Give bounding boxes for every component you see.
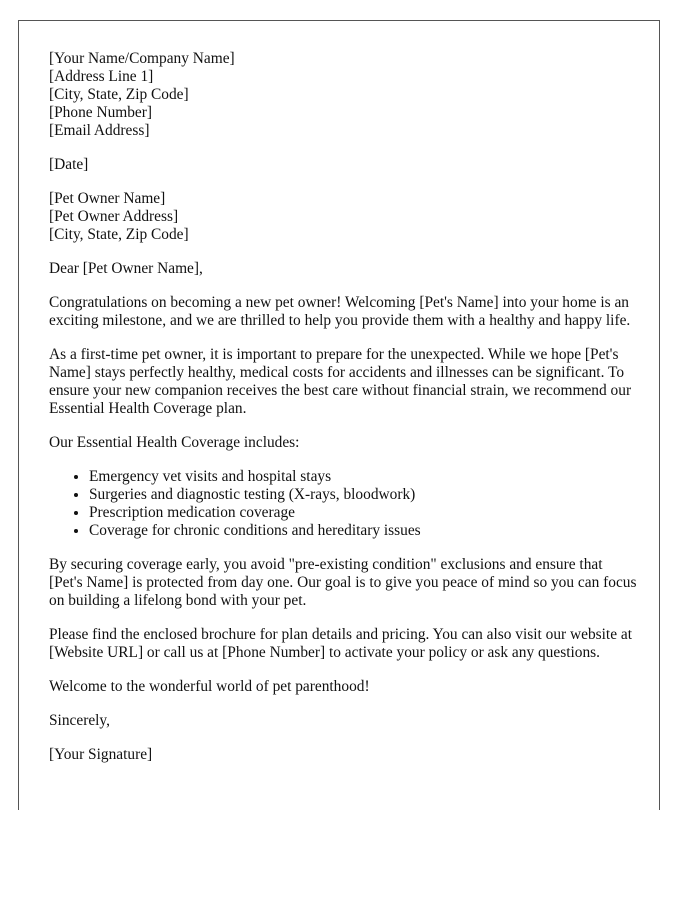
sender-phone: [Phone Number]	[49, 104, 153, 121]
list-item: • Surgeries and diagnostic testing (X-rays, bloodwork)	[89, 486, 639, 504]
sender-name: [Your Name/Company Name]	[49, 50, 235, 67]
letter-page	[18, 20, 660, 810]
recipient-address	[49, 190, 639, 244]
signoff: Sincerely,	[49, 712, 110, 729]
salutation: Dear [Pet Owner Name],	[49, 260, 203, 277]
risk-paragraph: As a first-time pet owner, it is important to prepare for the unexpected. While we hope [Pet's Name] stays perfectly healthy, medical costs for accidents and illnesses can be significant. To ensure your new companion receives the best care without financial strain, we recommend our Essential Health Coverage plan.	[49, 346, 632, 417]
coverage-list	[49, 468, 639, 540]
welcome-paragraph: Welcome to the wonderful world of pet parenthood!	[49, 678, 370, 695]
early-coverage-paragraph: By securing coverage early, you avoid "pre-existing condition" exclusions and ensure that [Pet's Name] is protected from day one. Our goal is to give you peace of mind so you can focus on building a lifelong bond with your pet.	[49, 556, 637, 609]
recipient-address-line: [Pet Owner Address]	[49, 208, 179, 225]
signature-placeholder: [Your Signature]	[49, 746, 153, 763]
list-item: • Coverage for chronic conditions and hereditary issues	[89, 522, 639, 540]
list-item: • Emergency vet visits and hospital stays	[89, 468, 639, 486]
letter-date: [Date]	[49, 156, 89, 173]
recipient-name: [Pet Owner Name]	[49, 190, 166, 207]
letter-content	[49, 50, 639, 780]
list-item: • Prescription medication coverage	[89, 504, 639, 522]
coverage-intro: Our Essential Health Coverage includes:	[49, 434, 300, 451]
intro-paragraph: Congratulations on becoming a new pet owner! Welcoming [Pet's Name] into your home is an exciting milestone, and we are thrilled to help you provide them with a healthy and happy life.	[49, 294, 631, 329]
sender-city-state-zip: [City, State, Zip Code]	[49, 86, 189, 103]
sender-address	[49, 50, 639, 140]
brochure-paragraph: Please find the enclosed brochure for plan details and pricing. You can also visit our website at [Website URL] or call us at [Phone Number] to activate your policy or ask any questions.	[49, 626, 632, 661]
sender-address-line: [Address Line 1]	[49, 68, 154, 85]
sender-email: [Email Address]	[49, 122, 150, 139]
recipient-city-state-zip: [City, State, Zip Code]	[49, 226, 189, 243]
